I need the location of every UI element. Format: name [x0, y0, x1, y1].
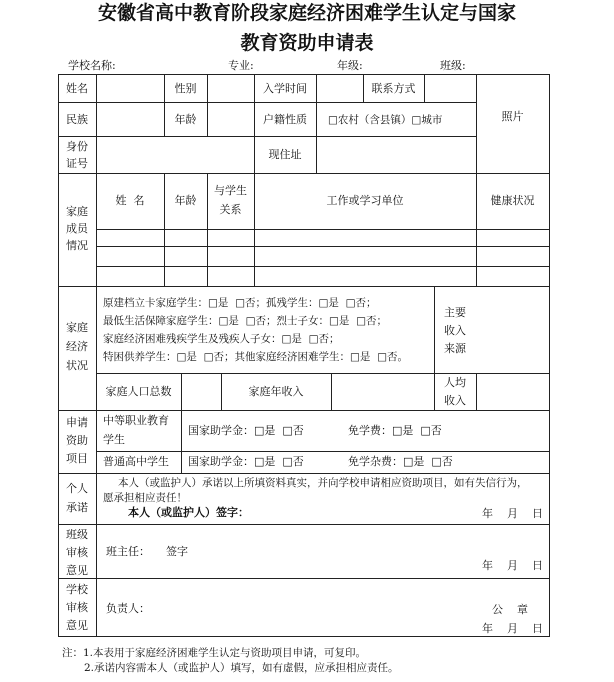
class-review-date: 年 月 日 [482, 559, 543, 572]
family-col-name: 姓 名 [115, 194, 145, 207]
family-col-health: 健康状况 [490, 194, 535, 207]
school-name-label: 学校名称: [68, 59, 116, 72]
promise-label-2: 承诺 [66, 501, 88, 514]
application-label-3: 项目 [66, 452, 88, 465]
responsible-person-label: 负责人： [106, 602, 150, 615]
form-title-line1: 安徽省高中教育阶段家庭经济困难学生认定与国家 [97, 2, 516, 24]
application-label-2: 资助 [66, 434, 88, 447]
age-label: 年龄 [174, 113, 197, 126]
highschool-label: 普通高中学生 [103, 455, 169, 468]
application-label-1: 申请 [66, 416, 88, 429]
ethnicity-label: 民族 [66, 113, 88, 126]
vocational-free-tuition: 免学费：□是 □否 [348, 424, 442, 437]
annual-income-label: 家庭年收入 [248, 385, 304, 398]
economic-line-1: 原建档立卡家庭学生：□是 □否；孤残学生：□是 □否； [103, 297, 377, 309]
family-col-age: 年龄 [174, 194, 197, 207]
vocational-grant: 国家助学金：□是 □否 [188, 424, 304, 437]
grade-label: 年级: [337, 59, 363, 72]
id-card-label-2: 证号 [66, 157, 88, 170]
major-label: 专业: [228, 59, 254, 72]
school-review-label-2: 审核 [66, 601, 88, 614]
name-label: 姓名 [66, 82, 88, 95]
official-seal-label: 公 章 [492, 603, 528, 616]
note-1: 注：1.本表用于家庭经济困难学生认定与资助项目申请，可复印。 [62, 647, 367, 659]
per-capita-label-1: 人均 [444, 376, 466, 389]
school-review-label-1: 学校 [66, 583, 88, 596]
economic-line-2: 最低生活保障家庭学生：□是 □否；烈士子女：□是 □否； [103, 315, 388, 327]
family-population-label: 家庭人口总数 [105, 385, 172, 398]
economic-line-3: 家庭经济困难残疾学生及残疾人子女：□是 □否； [103, 333, 340, 345]
gender-label: 性别 [174, 82, 197, 95]
photo-label: 照片 [501, 110, 524, 123]
income-source-3: 来源 [444, 342, 466, 355]
class-review-label-3: 意见 [66, 564, 88, 577]
per-capita-label-2: 收入 [444, 394, 466, 407]
income-source-2: 收入 [444, 324, 466, 337]
form-title-line2: 教育资助申请表 [240, 32, 374, 54]
family-col-relation-2: 关系 [219, 203, 242, 216]
income-source-1: 主要 [444, 306, 466, 319]
family-col-relation-1: 与学生 [214, 184, 247, 197]
address-label: 现住址 [268, 148, 302, 161]
enroll-time-label: 入学时间 [263, 82, 307, 95]
highschool-grant: 国家助学金：□是 □否 [188, 455, 304, 468]
class-review-label-2: 审核 [66, 546, 88, 559]
family-label-2: 成员 [66, 222, 88, 235]
economic-label-2: 经济 [66, 340, 88, 353]
family-col-work: 工作或学习单位 [326, 194, 404, 207]
teacher-sign-label: 签字 [166, 545, 188, 558]
signature-label: 本人（或监护人）签字： [128, 506, 249, 519]
highschool-free-fees: 免学杂费：□是 □否 [348, 455, 453, 468]
school-review-label-3: 意见 [66, 619, 88, 632]
promise-text-2: 愿承担相应责任！ [103, 492, 187, 504]
vocational-label-2: 学生 [103, 433, 125, 446]
class-review-label-1: 班级 [66, 528, 88, 541]
id-card-label-1: 身份 [66, 140, 88, 153]
economic-label-1: 家庭 [66, 321, 88, 334]
note-2: 2.承诺内容需本人（或监护人）填写，如有虚假，应承担相应责任。 [84, 662, 399, 674]
household-type-label: 户籍性质 [263, 113, 307, 126]
promise-text-1: 本人（或监护人）承诺以上所填资料真实，并向学校申请相应资助项目，如有失信行为， [118, 477, 528, 489]
school-review-date: 年 月 日 [482, 622, 543, 635]
promise-label-1: 个人 [66, 482, 88, 495]
promise-date: 年 月 日 [482, 507, 543, 520]
economic-line-4: 特困供养学生：□是 □否；其他家庭经济困难学生：□是 □否。 [103, 351, 409, 363]
economic-label-3: 状况 [66, 359, 88, 372]
family-label-1: 家庭 [66, 205, 88, 218]
head-teacher-label: 班主任： [106, 545, 150, 558]
household-options: □农村（含县镇）□城市 [328, 114, 443, 126]
class-label: 班级: [440, 59, 466, 72]
contact-label: 联系方式 [371, 82, 416, 95]
family-label-3: 情况 [66, 239, 88, 252]
vocational-label-1: 中等职业教育 [103, 414, 169, 427]
